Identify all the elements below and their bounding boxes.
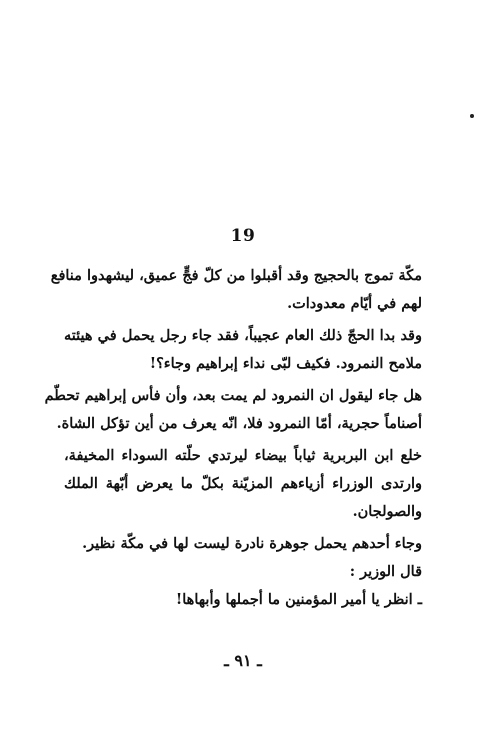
text-line: قال الوزير :: [349, 563, 422, 580]
text-line: وجاء أحدهم يحمل جوهرة نادرة ليست لها في مكّة نظير.: [82, 535, 422, 552]
text-line: وارتدى الوزراء أزياءهم المزيّنة بكلّ ما يعرض أبّهة الملك: [64, 475, 422, 492]
text-line: وقد بدا الحجّ ذلك العام عجيباً، فقد جاء رجل يحمل في هيئته: [64, 327, 422, 344]
scan-speck: [470, 114, 474, 118]
chapter-number: 19: [230, 226, 256, 246]
text-line: ـ انظر يا أمير المؤمنين ما أجملها وأبهاها!: [175, 591, 422, 608]
text-line: خلع ابن البربرية ثياباً بيضاء ليرتدي حلّته السوداء المخيفة،: [64, 447, 422, 464]
text-line: أصناماً حجرية، أمّا النمرود فلا، انّه يعرف من أين تؤكل الشاة.: [56, 415, 422, 432]
text-line: والصولجان.: [352, 503, 422, 520]
text-line: مكّة تموج بالحجيج وقد أقبلوا من كلّ فجٍّ عميق، ليشهدوا منافع: [50, 267, 422, 284]
page-number: ـ ٩١ ـ: [224, 651, 262, 670]
text-line: ملامح النمرود. فكيف لبّى نداء إبراهيم وجاء؟!: [149, 355, 422, 372]
text-line: لهم في أيّام معدودات.: [287, 295, 422, 312]
body-text: [44, 262, 422, 614]
text-line: هل جاء ليقول ان النمرود لم يمت بعد، وأن فأس إبراهيم تحطّم: [44, 387, 422, 404]
